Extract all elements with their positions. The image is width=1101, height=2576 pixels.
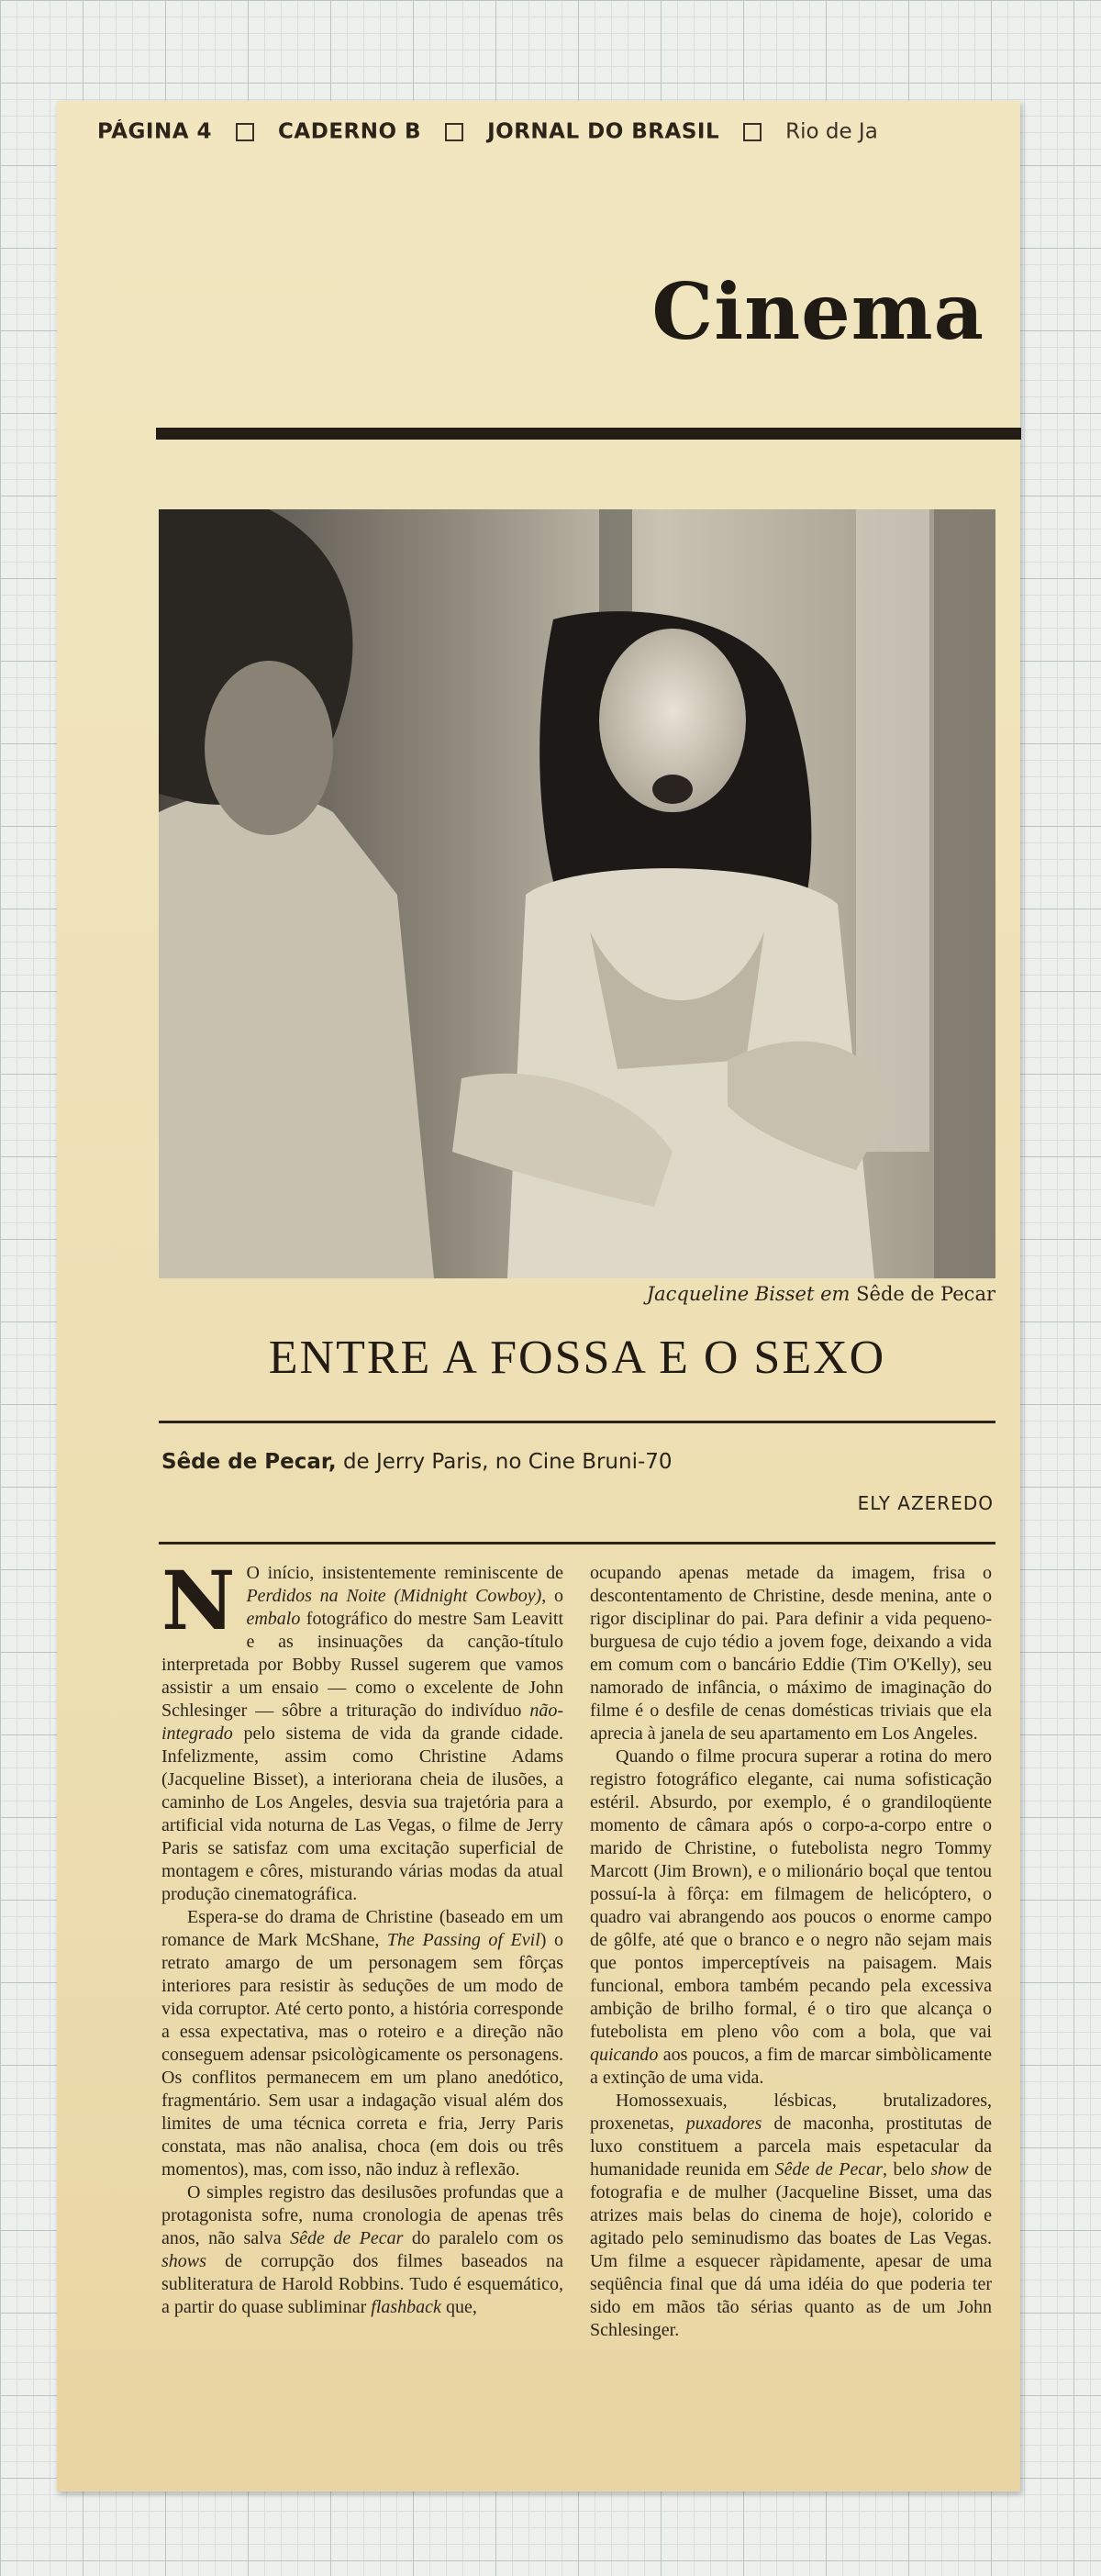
masthead-box-icon [743, 123, 762, 141]
article-paragraph [161, 1562, 563, 1906]
text-run: Quando o filme procura superar a rotina do mero registro fotográfico elegante, cai numa sofisticação estéril. Absurdo, por exemplo, é o grandiloqüente momento de câmara após o corpo-a-corpo entre o marido de Christine, o futebolista negro Tommy Marcott (Jim Brown), e o milionário boçal que tentou possuí-la à fôrça: em filmagem de helicóptero, o quadro vai abrangendo aos poucos o enorme campo de gôlfe, até que o branco e o negro não sejam mais que pontos imperceptíveis na paisagem. Mais funcional, embora também pecando pela excessiva ambição de brilho formal, é o tiro que alcança o futebolista em pleno vôo com a bola, que vai [590, 1746, 992, 2042]
text-run: que, [440, 2297, 477, 2317]
headline: ENTRE A FOSSA E O SEXO [268, 1332, 886, 1384]
italic-title: Sêde de Pecar [290, 2228, 404, 2248]
text-run: de maconha, prostitutas de luxo constituem a parcela mais espetacular da humanidade reunida em [590, 2113, 992, 2180]
italic-word: puxadores [685, 2113, 762, 2134]
masthead-city: Rio de Ja [785, 119, 878, 144]
article-paragraph: ocupando apenas metade da imagem, frisa o descontentamento de Christine, desde menina, ante o rigor disciplinar do pai. Para definir a vida pequeno-burguesa de cujo tédio a jovem foge, deixando a vida em comum com o bancário Eddie (Tim O'Kelly), seu namorado de infância, o máximo de imaginação do filme é o desfile de cenas domésticas triviais que ela aprecia à janela de seu apartamento em Los Angeles. [590, 1563, 992, 1744]
italic-word: shows [161, 2251, 206, 2271]
masthead-box-icon [445, 123, 463, 141]
text-run: pelo sistema de vida da grande cidade. Infelizmente, assim como Christine Adams (Jacqueline Bisset), a interiorana cheia de ilusões, a caminho de Los Angeles, desvia sua trajetória para a artificial vida noturna de Las Vegas, o filme de Jerry Paris se satisfaz com uma excitação superficial de montagem e côres, misturando várias modas da atual produção cinematográfica. [161, 1723, 563, 1904]
text-run: ) o retrato amargo de um personagem sem fôrças interiores para resistir às seduções de um modo de vida corruptor. Até certo ponto, a história corresponde a essa expectativa, mas o roteiro e a direção não conseguem adensar psicològicamente os personagens. Os conflitos permanecem em um plano anedótico, fragmentário. Sem usar a indagação visual além dos limites de uma técnica correta e fria, Jerry Paris constata, mas não analisa, choca (em dois ou três momentos), mas, com isso, não induz à reflexão. [161, 1930, 563, 2180]
masthead-section: CADERNO B [278, 119, 422, 144]
film-credit [161, 1446, 987, 1478]
masthead-page: PÁGINA 4 [97, 119, 213, 144]
film-still-photo [159, 509, 995, 1278]
italic-word: embalo [246, 1609, 301, 1629]
caption-film: Sêde de Pecar [856, 1283, 995, 1305]
article-paragraph [161, 2181, 563, 2319]
masthead [97, 119, 951, 156]
text-run: O início, insistentemente reminiscente de [246, 1563, 563, 1583]
photo-caption [159, 1280, 995, 1308]
text-run: Espera-se do drama de Christine (baseado em um romance de Mark McShane, [161, 1907, 563, 1950]
text-run: do paralelo com os [403, 2228, 563, 2248]
credit-film-title: Sêde de Pecar, [161, 1450, 337, 1474]
text-run: , o [541, 1586, 563, 1606]
italic-title: Perdidos na Noite (Midnight Cowboy) [246, 1586, 542, 1606]
article-column-right [590, 1562, 992, 2466]
text-run: , belo [883, 2159, 931, 2180]
italic-title: The Passing of Evil [386, 1930, 540, 1950]
text-run: O simples registro das desilusões profundas que a protagonista sofre, numa cronologia de apenas três anos, não salva [161, 2182, 563, 2248]
italic-word: show [930, 2159, 969, 2180]
text-run: Homossexuais, lésbicas, brutalizadores, proxenetas, [590, 2091, 992, 2134]
text-run: de fotografia e de mulher (Jacqueline Bisset, uma das atrizes mais belas do cinema de hoje), colorido e agitado pelo seminudismo das boates de Las Vegas. Um filme a esquecer ràpidamente, apesar de uma seqüência final que dá uma idéia do que poderia ter sido em mãos tão sérias quanto as de um John Schlesinger. [590, 2159, 992, 2340]
article-paragraph [590, 1745, 992, 2090]
text-run: aos poucos, a fim de marcar simbòlicamente a extinção de uma vida. [590, 2045, 992, 2088]
headline-rule [159, 1421, 995, 1423]
byline: ELY AZEREDO [857, 1492, 994, 1514]
italic-word: quicando [590, 2045, 659, 2065]
masthead-box-icon [236, 123, 254, 141]
credit-details: de Jerry Paris, no Cine Bruni-70 [342, 1450, 673, 1474]
caption-actress: Jacqueline Bisset [646, 1283, 815, 1305]
article-paragraph [161, 1906, 563, 2181]
film-still-illustration [159, 509, 995, 1278]
article-column-left [161, 1562, 563, 2466]
section-title: Cinema [651, 266, 984, 357]
italic-title: Sêde de Pecar [774, 2159, 884, 2180]
drop-cap: N [161, 1562, 236, 1648]
text-run: fotográfico do mestre Sam Leavitt e as insinuações da canção-título interpretada por Bobby Russel sugerem que vamos assistir a um ensaio — como o excelente de John Schlesinger — sôbre a trituração do indivíduo [161, 1609, 563, 1721]
byline-rule [159, 1542, 995, 1544]
caption-em: em [820, 1283, 851, 1305]
text-run: de corrupção dos filmes baseados na subliteratura de Harold Robbins. Tudo é esquemático, a partir do quase subliminar [161, 2251, 563, 2317]
section-rule [156, 428, 1021, 440]
italic-word: flashback [371, 2297, 441, 2317]
italic-word: não-integrado [161, 1701, 563, 1744]
masthead-paper: JORNAL DO BRASIL [487, 119, 720, 144]
article-paragraph [590, 2090, 992, 2342]
